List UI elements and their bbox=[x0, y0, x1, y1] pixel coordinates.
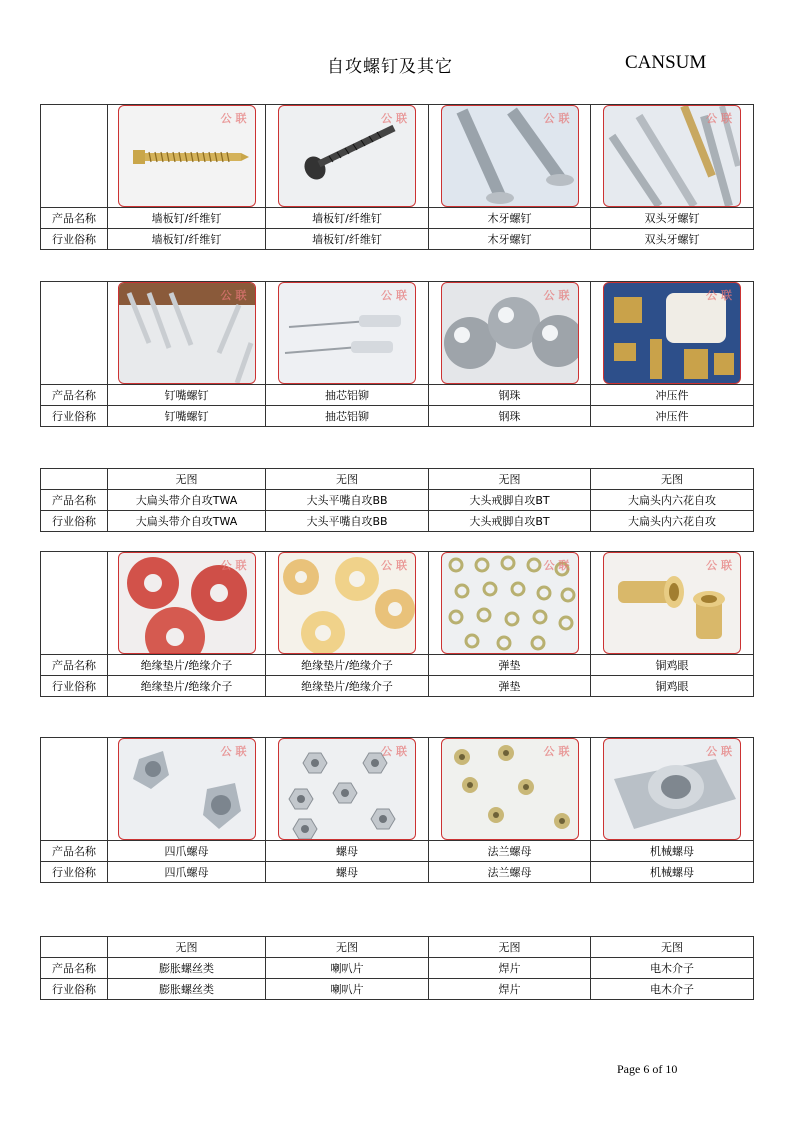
industry-name: 绝缘垫片/绝缘介子 bbox=[108, 676, 266, 697]
watermark: 公 联 bbox=[706, 745, 732, 758]
product-name: 钢珠 bbox=[429, 385, 591, 406]
industry-name: 抽芯铝铆 bbox=[266, 406, 429, 427]
industry-name: 大扁头带介自攻TWA bbox=[108, 511, 266, 532]
no-image-text: 无图 bbox=[591, 469, 754, 490]
watermark: 公 联 bbox=[543, 559, 570, 572]
industry-name: 钉嘴螺钉 bbox=[108, 406, 266, 427]
no-image-text: 无图 bbox=[108, 469, 266, 490]
watermark: 公 联 bbox=[381, 112, 407, 125]
watermark: 公 联 bbox=[220, 289, 247, 302]
product-name: 抽芯铝铆 bbox=[266, 385, 429, 406]
copper-eyelet-image bbox=[603, 552, 741, 654]
row-label: 产品名称 bbox=[41, 490, 108, 511]
product-name-row bbox=[41, 841, 754, 862]
product-name: 弹垫 bbox=[429, 655, 591, 676]
product-name: 焊片 bbox=[429, 958, 591, 979]
product-name: 墙板钉/纤维钉 bbox=[266, 208, 429, 229]
row-label: 产品名称 bbox=[41, 958, 108, 979]
watermark: 公 联 bbox=[381, 289, 407, 302]
industry-name: 双头牙螺钉 bbox=[591, 229, 754, 250]
tee-nut-image bbox=[118, 738, 256, 840]
industry-name: 四爪螺母 bbox=[108, 862, 266, 883]
industry-name: 大头平嘴自攻BB bbox=[266, 511, 429, 532]
brand-name: CANSUM bbox=[625, 52, 707, 73]
industry-name: 钢珠 bbox=[429, 406, 591, 427]
stamping-part-image bbox=[603, 282, 741, 384]
no-image-row bbox=[41, 469, 754, 490]
watermark: 公 联 bbox=[220, 112, 247, 125]
industry-name-row bbox=[41, 406, 754, 427]
product-name: 木牙螺钉 bbox=[429, 208, 591, 229]
industry-name-row bbox=[41, 511, 754, 532]
row-label: 行业俗称 bbox=[41, 862, 108, 883]
flange-nut-image bbox=[441, 738, 579, 840]
watermark: 公 联 bbox=[543, 112, 570, 125]
no-image-text: 无图 bbox=[429, 469, 591, 490]
product-table-3 bbox=[40, 468, 754, 532]
industry-name: 弹垫 bbox=[429, 676, 591, 697]
row-label: 行业俗称 bbox=[41, 406, 108, 427]
page-title: 自攻螺钉及其它 bbox=[327, 57, 453, 77]
industry-name-row bbox=[41, 979, 754, 1000]
product-name: 大头平嘴自攻BB bbox=[266, 490, 429, 511]
product-name: 喇叭片 bbox=[266, 958, 429, 979]
industry-name: 墙板钉/纤维钉 bbox=[266, 229, 429, 250]
row-label: 产品名称 bbox=[41, 208, 108, 229]
industry-name: 法兰螺母 bbox=[429, 862, 591, 883]
watermark: 公 联 bbox=[220, 745, 247, 758]
watermark: 公 联 bbox=[543, 289, 570, 302]
product-table-5 bbox=[40, 737, 754, 883]
industry-name: 大头戒脚自攻BT bbox=[429, 511, 591, 532]
watermark: 公 联 bbox=[220, 559, 247, 572]
watermark: 公 联 bbox=[381, 745, 407, 758]
product-name: 法兰螺母 bbox=[429, 841, 591, 862]
product-name: 膨胀螺丝类 bbox=[108, 958, 266, 979]
watermark: 公 联 bbox=[706, 112, 732, 125]
no-image-text: 无图 bbox=[591, 937, 754, 958]
industry-name: 机械螺母 bbox=[591, 862, 754, 883]
industry-name-row bbox=[41, 862, 754, 883]
hex-nut-image bbox=[278, 738, 416, 840]
yellow-washer-image bbox=[278, 552, 416, 654]
industry-name: 螺母 bbox=[266, 862, 429, 883]
image-row bbox=[41, 282, 754, 385]
blind-rivet-image bbox=[278, 282, 416, 384]
product-name: 铜鸡眼 bbox=[591, 655, 754, 676]
product-name-row bbox=[41, 490, 754, 511]
product-name: 大扁头内六花自攻 bbox=[591, 490, 754, 511]
no-image-text: 无图 bbox=[108, 937, 266, 958]
product-name: 双头牙螺钉 bbox=[591, 208, 754, 229]
spring-washer-image bbox=[441, 552, 579, 654]
product-name-row bbox=[41, 958, 754, 979]
image-row bbox=[41, 105, 754, 208]
industry-name: 绝缘垫片/绝缘介子 bbox=[266, 676, 429, 697]
product-name-row bbox=[41, 655, 754, 676]
no-image-text: 无图 bbox=[266, 469, 429, 490]
product-table-1 bbox=[40, 104, 754, 250]
drywall-screw-black-image bbox=[278, 105, 416, 207]
row-label: 行业俗称 bbox=[41, 676, 108, 697]
industry-name: 墙板钉/纤维钉 bbox=[108, 229, 266, 250]
nail-tip-screw-image bbox=[118, 282, 256, 384]
no-image-text: 无图 bbox=[266, 937, 429, 958]
product-name-row bbox=[41, 208, 754, 229]
industry-name-row bbox=[41, 676, 754, 697]
channel-nut-image bbox=[603, 738, 741, 840]
product-name: 钉嘴螺钉 bbox=[108, 385, 266, 406]
product-name: 大扁头带介自攻TWA bbox=[108, 490, 266, 511]
row-label: 产品名称 bbox=[41, 655, 108, 676]
watermark: 公 联 bbox=[706, 289, 732, 302]
no-image-text: 无图 bbox=[429, 937, 591, 958]
industry-name: 焊片 bbox=[429, 979, 591, 1000]
row-label: 行业俗称 bbox=[41, 979, 108, 1000]
product-name: 绝缘垫片/绝缘介子 bbox=[266, 655, 429, 676]
product-name: 螺母 bbox=[266, 841, 429, 862]
watermark: 公 联 bbox=[543, 745, 570, 758]
drywall-screw-gold-image bbox=[118, 105, 256, 207]
industry-name: 喇叭片 bbox=[266, 979, 429, 1000]
industry-name: 膨胀螺丝类 bbox=[108, 979, 266, 1000]
double-end-screw-image bbox=[603, 105, 741, 207]
industry-name: 木牙螺钉 bbox=[429, 229, 591, 250]
product-name: 大头戒脚自攻BT bbox=[429, 490, 591, 511]
row-label: 行业俗称 bbox=[41, 229, 108, 250]
row-label: 产品名称 bbox=[41, 841, 108, 862]
product-name: 墙板钉/纤维钉 bbox=[108, 208, 266, 229]
product-table-4 bbox=[40, 551, 754, 697]
watermark: 公 联 bbox=[706, 559, 732, 572]
industry-name-row bbox=[41, 229, 754, 250]
row-label: 产品名称 bbox=[41, 385, 108, 406]
product-name: 绝缘垫片/绝缘介子 bbox=[108, 655, 266, 676]
wood-screw-image bbox=[441, 105, 579, 207]
industry-name: 电木介子 bbox=[591, 979, 754, 1000]
steel-ball-image bbox=[441, 282, 579, 384]
red-washer-image bbox=[118, 552, 256, 654]
industry-name: 大扁头内六花自攻 bbox=[591, 511, 754, 532]
product-name: 电木介子 bbox=[591, 958, 754, 979]
watermark: 公 联 bbox=[381, 559, 407, 572]
product-name-row bbox=[41, 385, 754, 406]
product-name: 机械螺母 bbox=[591, 841, 754, 862]
product-table-2 bbox=[40, 281, 754, 427]
product-table-6 bbox=[40, 936, 754, 1000]
product-name: 冲压件 bbox=[591, 385, 754, 406]
image-row bbox=[41, 738, 754, 841]
product-name: 四爪螺母 bbox=[108, 841, 266, 862]
no-image-row bbox=[41, 937, 754, 958]
image-row bbox=[41, 552, 754, 655]
industry-name: 铜鸡眼 bbox=[591, 676, 754, 697]
page-number: Page 6 of 10 bbox=[617, 1062, 678, 1076]
industry-name: 冲压件 bbox=[591, 406, 754, 427]
row-label: 行业俗称 bbox=[41, 511, 108, 532]
